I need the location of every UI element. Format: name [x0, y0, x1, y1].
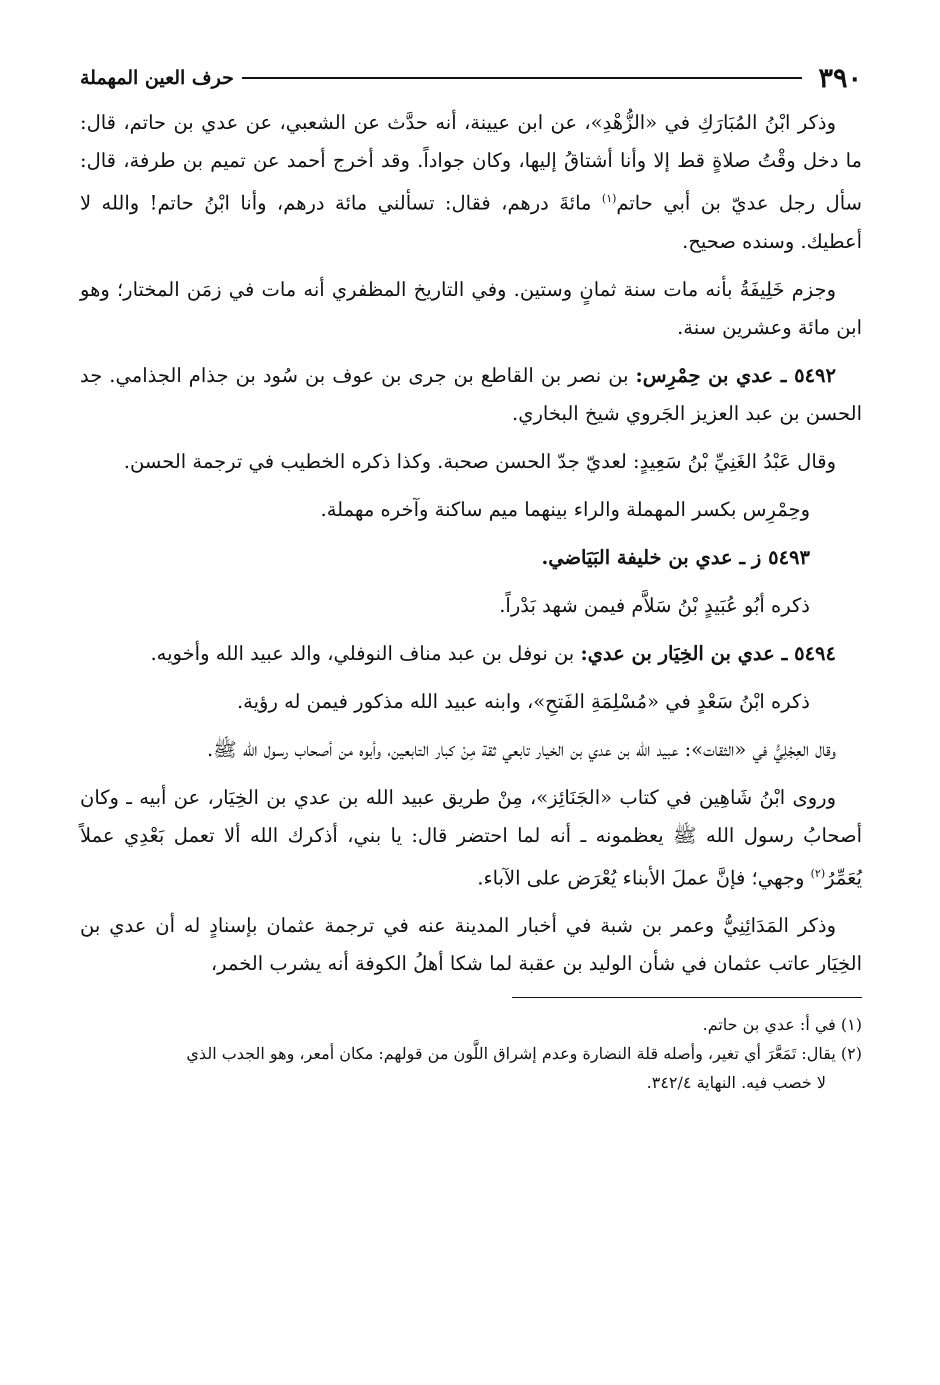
footnote-2: (٢) يقال: تَمَعَّرَ أي تغير، وأصله قلة النضارة وعدم إشراق اللَّون من قولهم: مكان أمعر، وهو الجدب الذي — [186, 1044, 862, 1063]
footnote-2-continuation: لا خصب فيه. النهاية ٣٤٢/٤. — [646, 1073, 826, 1092]
paragraph: وقال عَبْدُ الغَنِيِّ بْنُ سَعِيدٍ: لعديّ جدّ الحسن صحبة. وكذا ذكره الخطيب في ترجمة الحسن. — [123, 449, 836, 473]
paragraph: وذكر المَدَائِنِيُّ وعمر بن شبة في أخبار المدينة عنه في ترجمة عثمان بإسنادٍ له أن عدي بن الخِيَار عاتب عثمان في شأن الوليد بن عقبة لما شكا أهلُ الكوفة أنه يشرب الخمر، — [80, 914, 862, 975]
paragraph: وروى ابْنُ شَاهِين في كتاب «الجَنَائِز»، مِنْ طريق عبيد الله بن عدي بن الخِيَار، عن أبيه ـ وكان أصحابُ رسول الله ﷺ يعظمونه ـ أنه لما احتضر قال: يا بني، أذكرك الله ألا تعمل بَعْدِي عملاً يُعَمِّرُ$^{(٢)}$ وجهي؛ فإنَّ عملَ الأبناء يُعْرَض على الآباء. — [80, 785, 862, 889]
header-rule — [242, 77, 803, 79]
page-number: ٣٩٠ — [818, 62, 862, 94]
paragraph: ذكره أبُو عُبَيدٍ بْنُ سَلاَّم فيمن شهد بَدْراً. — [499, 593, 810, 617]
main-text — [80, 104, 862, 983]
paragraph: وقال العِجْلِيُّ في «الثقات»: عبيد الله بن عدي بن الخيار تابعي ثقة مِنْ كبار التابعين، وأبوه من أصحاب رسول الله ﷺ. — [206, 737, 836, 761]
entry-heading: ٥٤٩٢ ـ عدي بن حِمْرِس: — [635, 363, 836, 387]
entry-heading: ٥٤٩٣ ز ـ عدي بن خليفة البَيَاضي. — [541, 545, 810, 569]
paragraph: وجزم خَلِيفَةُ بأنه مات سنة ثمانٍ وستين. وفي التاريخ المظفري أنه مات في زمَن المختار؛ وهو ابن مائة وعشرين سنة. — [80, 277, 862, 339]
paragraph: وحِمْرِس بكسر المهملة والراء بينهما ميم ساكنة وآخره مهملة. — [320, 497, 810, 521]
book-page — [80, 58, 862, 1358]
entry-5492: ٥٤٩٢ ـ عدي بن حِمْرِس: بن نصر بن القاطع بن جرى بن عوف بن سُود بن جذام الجذامي. جد الحسن بن عبد العزيز الجَروي شيخ البخاري. — [80, 363, 862, 425]
page-header — [80, 58, 862, 98]
footnote-1: (١) في أ: عدي بن حاتم. — [702, 1015, 862, 1034]
footnote-ref: (١) — [601, 192, 617, 205]
footnote-divider — [512, 997, 862, 998]
entry-5493 — [80, 539, 862, 577]
entry-heading: ٥٤٩٤ ـ عدي بن الخِيَار بن عدي: — [580, 641, 836, 665]
paragraph: وذكر ابْنُ المُبَارَكِ في «الزُّهْدِ»، عن ابن عيينة، أنه حدَّث عن الشعبي، عن عدي بن حاتم، قال: ما دخل وقْتُ صلاةٍ قط إلا وأنا أشتاقُ إليها، وكان جواداً. وقد أخرج أحمد عن تميم بن طرفة، قال: سأل رجل عديّ بن أبي حاتم$^{(١)}$ مائةَ درهم، فقال: تسألني مائة درهم، وأنا ابْنُ حاتم! والله لا أعطيك. وسنده صحيح. — [80, 111, 862, 253]
entry-5494: ٥٤٩٤ ـ عدي بن الخِيَار بن عدي: بن نوفل بن عبد مناف النوفلي، والد عبيد الله وأخويه. — [150, 641, 836, 665]
footnote-ref: (٢) — [810, 866, 826, 880]
paragraph: ذكره ابْنُ سَعْدٍ في «مُسْلِمَةِ الفَتحِ»، وابنه عبيد الله مذكور فيمن له رؤية. — [236, 689, 810, 713]
running-head: حرف العين المهملة — [80, 67, 234, 89]
footnotes — [80, 1010, 862, 1097]
